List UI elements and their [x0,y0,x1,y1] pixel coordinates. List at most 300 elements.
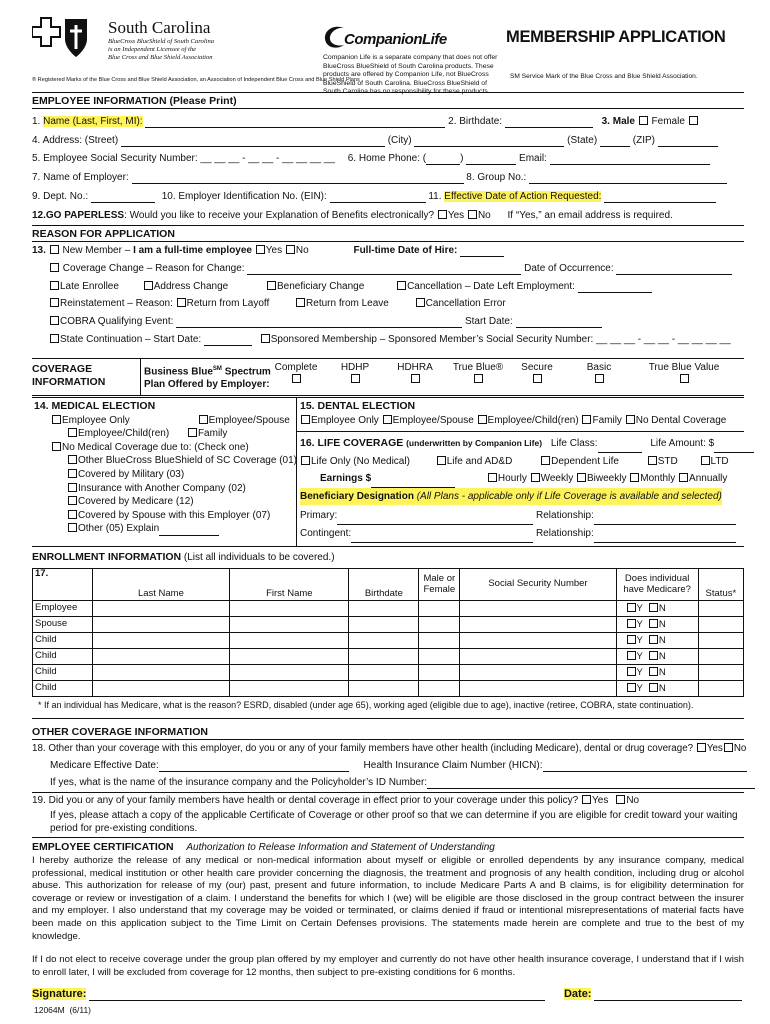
enrollment-title: ENROLLMENT INFORMATION [32,551,182,563]
coverage-label-line: COVERAGE [32,363,93,375]
employer-input[interactable] [132,174,464,184]
dental-life-divider [296,431,744,432]
beneficiary-note: (All Plans - applicable only if Life Coverage is available and selected) [416,490,722,502]
cert-subtitle: Authorization to Release Information and Statement of Understanding [186,842,495,853]
employer-label: 7. Name of Employer: [32,172,129,183]
divider [32,241,744,242]
med-reason-checkbox[interactable] [68,510,77,519]
medicare-date-input[interactable] [159,762,349,772]
coverage-option[interactable] [630,362,738,385]
med-reason-checkbox[interactable] [68,455,77,464]
cell-input[interactable] [230,665,349,681]
medicare-yes-checkbox[interactable] [627,651,636,660]
cell-input[interactable] [92,665,230,681]
cobra-start-label: Start Date: [464,316,513,327]
divider [32,792,744,793]
cell-input[interactable] [349,665,419,681]
cell-input[interactable] [460,601,616,617]
cell-input[interactable] [419,649,460,665]
ltd-checkbox[interactable] [701,456,710,465]
divider [32,837,744,838]
plan-sm: SM [212,366,222,372]
ltd-label: LTD [710,455,729,467]
date-left-input[interactable] [578,283,652,293]
state-label: (State) [567,135,598,146]
cell-input[interactable] [92,681,230,697]
cell-input[interactable] [698,633,743,649]
street-input[interactable] [121,137,385,147]
coverage-info-label [32,363,105,389]
cancellation-error-checkbox[interactable] [416,298,425,307]
med-reason-checkbox[interactable] [68,496,77,505]
medicare-no-checkbox[interactable] [649,667,658,676]
city-input[interactable] [414,137,564,147]
zip-input[interactable] [658,137,718,147]
gender-label: 3. Male [601,116,635,127]
cell-input[interactable] [92,649,230,665]
coverage-checkbox[interactable] [411,374,420,383]
life-amount-input[interactable] [714,443,754,453]
cell-input[interactable] [698,601,743,617]
no-label: N [658,650,666,662]
coverage-option[interactable] [574,362,624,385]
q19-text: 19. Did you or any of your family members have health or dental coverage in effect prior to your coverage under this policy? [32,795,579,806]
row-label: Child [33,665,93,681]
weekly-label: Weekly [540,473,574,485]
coverage-option[interactable] [270,362,322,385]
cell-input[interactable] [349,633,419,649]
hire-date-input[interactable] [460,247,504,257]
contingent-input[interactable] [351,533,533,543]
dental-election [300,400,744,427]
earnings-label: Earnings $ [320,473,372,485]
cell-input[interactable] [460,649,616,665]
form-number: 12064M (6/11) [34,1005,92,1015]
cell-input[interactable] [230,617,349,633]
std-checkbox[interactable] [648,456,657,465]
med-reason-label: Covered by Military (03) [78,468,185,480]
q18-yes-label: Yes [706,743,723,754]
med-reason-checkbox[interactable] [68,483,77,492]
q19-yes-label: Yes [592,795,609,806]
med-reason-label: Other BlueCross BlueShield of SC Coverage (01) [78,455,297,467]
beneficiary-change-checkbox[interactable] [267,281,276,290]
contingent-label: Contingent: [300,527,352,539]
dent-emp-child-checkbox[interactable] [478,415,487,424]
cell-input[interactable] [92,601,230,617]
group-no-label: 8. Group No.: [466,172,527,183]
yes-label: Y [636,602,643,614]
dent-employee-checkbox[interactable] [301,415,310,424]
reinstatement-label: Reinstatement – Reason: [60,298,173,309]
state-cont-start-input[interactable] [204,336,252,346]
coverage-checkbox[interactable] [595,374,604,383]
medicare-cell [616,665,698,681]
cell-input[interactable] [460,633,616,649]
med-no-coverage-label: No Medical Coverage due to: (Check one) [62,441,249,453]
coverage-divider [140,358,141,396]
reason-row-cobra [32,316,744,328]
med-emp-child-checkbox[interactable] [68,428,77,437]
bcbs-tag [108,38,214,62]
enrollment-number: 17. [33,569,93,601]
med-employee-label: Employee Only [62,414,130,426]
signature-input[interactable] [89,991,545,1001]
area-code-input[interactable] [426,155,460,165]
coverage-checkbox[interactable] [533,374,542,383]
cell-input[interactable] [230,649,349,665]
annually-label: Annually [689,473,728,485]
q19-no-checkbox[interactable] [616,795,625,804]
coverage-option[interactable] [448,362,508,385]
email-input[interactable] [550,155,710,165]
companion-disclaimer: Companion Life is a separate company that does not offer BlueCross BlueShield of South Carolina products. These products are offered by Companion Life, not BlueCross BlueShield of South Carolina. BlueCross BlueShield of South Carolina has no responsibility for these products. [323,54,498,96]
primary-input[interactable] [337,515,533,525]
table-row [33,617,744,633]
fulltime-no-checkbox[interactable] [286,245,295,254]
cell-input[interactable] [230,681,349,697]
late-enrollee-checkbox[interactable] [50,281,59,290]
hicn-label: Health Insurance Claim Number (HICN): [363,760,543,771]
medicare-cell [616,601,698,617]
return-leave-checkbox[interactable] [296,298,305,307]
cell-input[interactable] [460,617,616,633]
life-class-label: Life Class: [550,438,598,449]
paperless-label: 12.GO PAPERLESS [32,210,125,221]
policyholder-input[interactable] [427,779,755,789]
dent-emp-spouse-checkbox[interactable] [383,415,392,424]
email-label: Email: [519,153,547,164]
med-reason-label: Covered by Spouse with this Employer (07) [78,509,271,521]
med-family-checkbox[interactable] [188,428,197,437]
life-add-label: Life and AD&D [446,455,513,467]
female-label: Female [651,116,685,127]
cobra-start-input[interactable] [516,318,602,328]
q19-yes-checkbox[interactable] [582,795,591,804]
cobra-checkbox[interactable] [50,316,59,325]
medicare-yes-checkbox[interactable] [627,619,636,628]
ssn-label: 5. Employee Social Security Number: __ __ __ - __ __ - __ __ __ __ [32,153,335,164]
dent-family-label: Family [592,414,622,426]
companion-life-logo [322,22,492,52]
q18-text: 18. Other than your coverage with this employer, do you or any of your family members have other health (including Medicare), dental or drug coverage? [32,743,694,754]
return-layoff-label: Return from Layoff [186,298,270,309]
coverage-option-label: Basic [586,362,612,373]
coverage-option-label: Complete [274,362,318,373]
cell-input[interactable] [698,665,743,681]
q18-no-checkbox[interactable] [724,743,733,752]
coverage-change-checkbox[interactable] [50,263,59,272]
qualifying-event-input[interactable] [176,318,462,328]
medicare-no-checkbox[interactable] [649,619,658,628]
medical-election [34,400,297,536]
birthdate-label: 2. Birthdate: [448,116,503,127]
med-other-explain-input[interactable] [159,526,219,536]
cell-input[interactable] [419,617,460,633]
med-no-coverage-checkbox[interactable] [52,442,61,451]
street-label: 4. Address: (Street) [32,135,119,146]
cell-input[interactable] [230,633,349,649]
annually-checkbox[interactable] [679,473,688,482]
group-no-input[interactable] [529,174,727,184]
cell-input[interactable] [349,681,419,697]
return-leave-label: Return from Leave [306,298,389,309]
medicare-no-checkbox[interactable] [649,635,658,644]
ein-label: 10. Employer Identification No. (EIN): [161,191,327,202]
fulltime-label: I am a full-time employee [133,245,252,256]
medicare-yes-checkbox[interactable] [627,635,636,644]
new-member-checkbox[interactable] [50,245,59,254]
cell-input[interactable] [92,633,230,649]
companion-life-wordmark: CompanionLife [344,31,447,48]
row-label: Child [33,681,93,697]
bcbs-tag-line: Blue Cross and Blue Shield Association [108,54,213,61]
paperless-yes-checkbox[interactable] [438,210,447,219]
dent-none-label: No Dental Coverage [635,414,727,426]
enrollment-table [32,568,744,697]
med-reason-checkbox[interactable] [68,523,77,532]
life-add-checkbox[interactable] [437,456,446,465]
new-member-label: New Member – [62,245,131,256]
employee-row-9 [32,191,744,203]
primary-relationship-input[interactable] [594,515,736,525]
cell-input[interactable] [419,633,460,649]
q19-no-label: No [626,795,640,806]
coverage-change-label: Coverage Change – Reason for Change: [62,263,245,274]
med-reason-label: Covered by Medicare (12) [78,496,194,508]
bcbs-name: South Carolina [108,18,211,37]
state-continuation-label: State Continuation – Start Date: [60,334,202,345]
col-status: Status* [698,569,743,601]
medicare-no-checkbox[interactable] [649,683,658,692]
beneficiary-designation-row [300,488,722,506]
hourly-checkbox[interactable] [488,473,497,482]
earnings-input[interactable] [371,478,455,488]
coverage-checkbox[interactable] [292,374,301,383]
dept-input[interactable] [91,193,155,203]
yes-label: Y [636,618,643,630]
state-continuation-checkbox[interactable] [50,334,59,343]
med-employee-checkbox[interactable] [52,415,61,424]
col-medicare: Does individual have Medicare? [616,569,698,601]
cell-input[interactable] [349,617,419,633]
contingent-relationship-input[interactable] [594,533,736,543]
cert-paragraph-2: If I do not elect to receive coverage under the group plan offered by my employer and currently do not have other health insurance coverage, I understand that if I wish to enroll later, I will be excluded from coverage for 12 months, then subject to pre-existing conditions for 6 months. [32,954,744,978]
col-birthdate: Birthdate [349,569,419,601]
field-number: 1. [32,116,41,127]
sponsored-label: Sponsored Membership – Sponsored Member’s Social Security Number: __ __ __ - __ __ - __ __ __ __ [270,334,731,345]
cell-input[interactable] [419,681,460,697]
coverage-option-label: Secure [521,362,553,373]
cell-input[interactable] [460,665,616,681]
no-label: N [658,634,666,646]
reason-heading: REASON FOR APPLICATION [32,228,175,240]
monthly-label: Monthly [640,473,676,485]
reinstatement-checkbox[interactable] [50,298,59,307]
coverage-option[interactable] [332,362,378,385]
row-label: Employee [33,601,93,617]
primary-relationship-label: Relationship: [536,510,594,522]
biweekly-checkbox[interactable] [577,473,586,482]
coverage-checkbox[interactable] [680,374,689,383]
coverage-option[interactable] [512,362,562,385]
primary-label: Primary: [300,510,338,522]
female-checkbox[interactable] [689,116,698,125]
phone-input[interactable] [466,155,516,165]
medicare-cell [616,649,698,665]
cell-input[interactable] [92,617,230,633]
table-row [33,649,744,665]
coverage-checkbox[interactable] [351,374,360,383]
yes-label: Y [636,682,643,694]
fulltime-yes-checkbox[interactable] [256,245,265,254]
cell-input[interactable] [230,601,349,617]
divider [32,718,744,719]
cert-title: EMPLOYEE CERTIFICATION [32,841,174,853]
cell-input[interactable] [349,649,419,665]
medicare-yes-checkbox[interactable] [627,683,636,692]
paperless-no-checkbox[interactable] [468,210,477,219]
bcbs-tag-line: BlueCross BlueShield of South Carolina [108,38,215,45]
weekly-checkbox[interactable] [531,473,540,482]
ein-input[interactable] [330,193,426,203]
q19-row [32,795,744,807]
table-row [33,681,744,697]
cell-input[interactable] [349,601,419,617]
dependent-life-checkbox[interactable] [541,456,550,465]
plan-offered-text: Plan Offered by Employer: [144,379,270,391]
life-class-input[interactable] [598,443,642,453]
q19-note [32,809,744,835]
occurrence-input[interactable] [616,265,732,275]
enrollment-heading [32,551,335,564]
coverage-option-label: True Blue® [452,362,504,373]
coverage-option[interactable] [390,362,440,385]
cell-input[interactable] [460,681,616,697]
bcbs-logo [32,14,360,84]
male-checkbox[interactable] [639,116,648,125]
reason-row-state [32,334,744,346]
cancellation-error-label: Cancellation Error [425,298,506,309]
med-emp-spouse-checkbox[interactable] [199,415,208,424]
no-label: N [658,682,666,694]
date-label: Date: [563,988,592,1000]
std-label: STD [657,455,678,467]
med-reason-label: Other (05) Explain [78,523,160,535]
life-underwriter: (underwritten by Companion Life) [406,438,543,448]
cell-input[interactable] [698,649,743,665]
date-input[interactable] [594,991,742,1001]
row-label: Spouse [33,617,93,633]
dental-heading: 15. DENTAL ELECTION [300,400,416,412]
coverage-checkbox[interactable] [474,374,483,383]
plan-name-suffix: Spectrum [221,366,271,378]
return-layoff-checkbox[interactable] [177,298,186,307]
dent-emp-spouse-label: Employee/Spouse [392,414,474,426]
hicn-input[interactable] [543,762,747,772]
medicare-yes-checkbox[interactable] [627,603,636,612]
late-enrollee-label: Late Enrollee [60,281,119,292]
employee-row-5 [32,153,744,165]
coverage-change-input[interactable] [247,265,521,275]
policyholder-label: If yes, what is the name of the insurance company and the Policyholder’s ID Number: [50,777,428,788]
life-only-label: Life Only (No Medical) [311,455,410,467]
medicare-no-checkbox[interactable] [649,603,658,612]
enrollment-header-row [33,569,744,601]
medicare-cell [616,681,698,697]
yes-label: Y [636,650,643,662]
zip-label: (ZIP) [632,135,655,146]
name-input[interactable] [145,118,445,128]
reason-row-change [32,263,744,275]
bcbs-tag-line: is an Independent Licensee of the [108,46,197,53]
fulltime-yes-label: Yes [265,245,283,256]
cell-input[interactable] [698,617,743,633]
birthdate-input[interactable] [505,118,593,128]
col-ssn: Social Security Number [460,569,616,601]
cell-input[interactable] [419,601,460,617]
effective-date-input[interactable] [604,193,716,203]
life-only-checkbox[interactable] [301,456,310,465]
other-coverage-heading: OTHER COVERAGE INFORMATION [32,726,208,738]
paperless-yes-label: Yes [447,210,465,221]
no-label: N [658,602,666,614]
occurrence-label: Date of Occurrence: [524,263,614,274]
table-row [33,633,744,649]
cell-input[interactable] [698,681,743,697]
hire-date-label: Full-time Date of Hire: [353,245,458,256]
q18-yes-checkbox[interactable] [697,743,706,752]
address-change-checkbox[interactable] [144,281,153,290]
life-coverage [300,435,744,543]
row-label: Child [33,649,93,665]
employee-row-12 [32,210,744,222]
yes-label: Y [636,634,643,646]
med-reason-label: Insurance with Another Company (02) [78,482,246,494]
home-phone-paren: ) [460,153,464,164]
life-heading: 16. LIFE COVERAGE [300,437,404,449]
medicare-date-label: Medicare Effective Date: [50,760,159,771]
table-row [33,665,744,681]
yes-label: Y [636,666,643,678]
divider [32,739,744,740]
dent-family-checkbox[interactable] [582,415,591,424]
q19-note-line: If yes, please attach a copy of the applicable Certificate of Coverage or other proof so that we can determine if you are eligible for credit toward your waiting [50,810,738,821]
state-input[interactable] [600,137,630,147]
paperless-note: If “Yes,” an email address is required. [507,210,673,221]
employee-info-heading: EMPLOYEE INFORMATION (Please Print) [32,95,237,107]
fulltime-no-label: No [295,245,309,256]
row-label: Child [33,633,93,649]
dent-none-checkbox[interactable] [626,415,635,424]
life-amount-label: Life Amount: $ [650,438,715,449]
sponsored-checkbox[interactable] [261,334,270,343]
election-divider [296,397,297,547]
medicare-row [32,760,744,772]
cell-input[interactable] [419,665,460,681]
dependent-life-label: Dependent Life [551,455,619,467]
cancellation-checkbox[interactable] [397,281,406,290]
field-number: 13. [32,245,46,256]
medicare-no-checkbox[interactable] [649,651,658,660]
medicare-footnote: * If an individual has Medicare, what is the reason? ESRD, disabled (under age 65), working aged (eligible due to age), inactive (retiree, COBRA, state continuation). [38,700,694,710]
certification-heading [32,841,495,854]
medicare-yes-checkbox[interactable] [627,667,636,676]
beneficiary-label: Beneficiary Designation [300,490,414,502]
monthly-checkbox[interactable] [630,473,639,482]
med-reason-checkbox[interactable] [68,469,77,478]
dent-employee-label: Employee Only [311,414,379,426]
